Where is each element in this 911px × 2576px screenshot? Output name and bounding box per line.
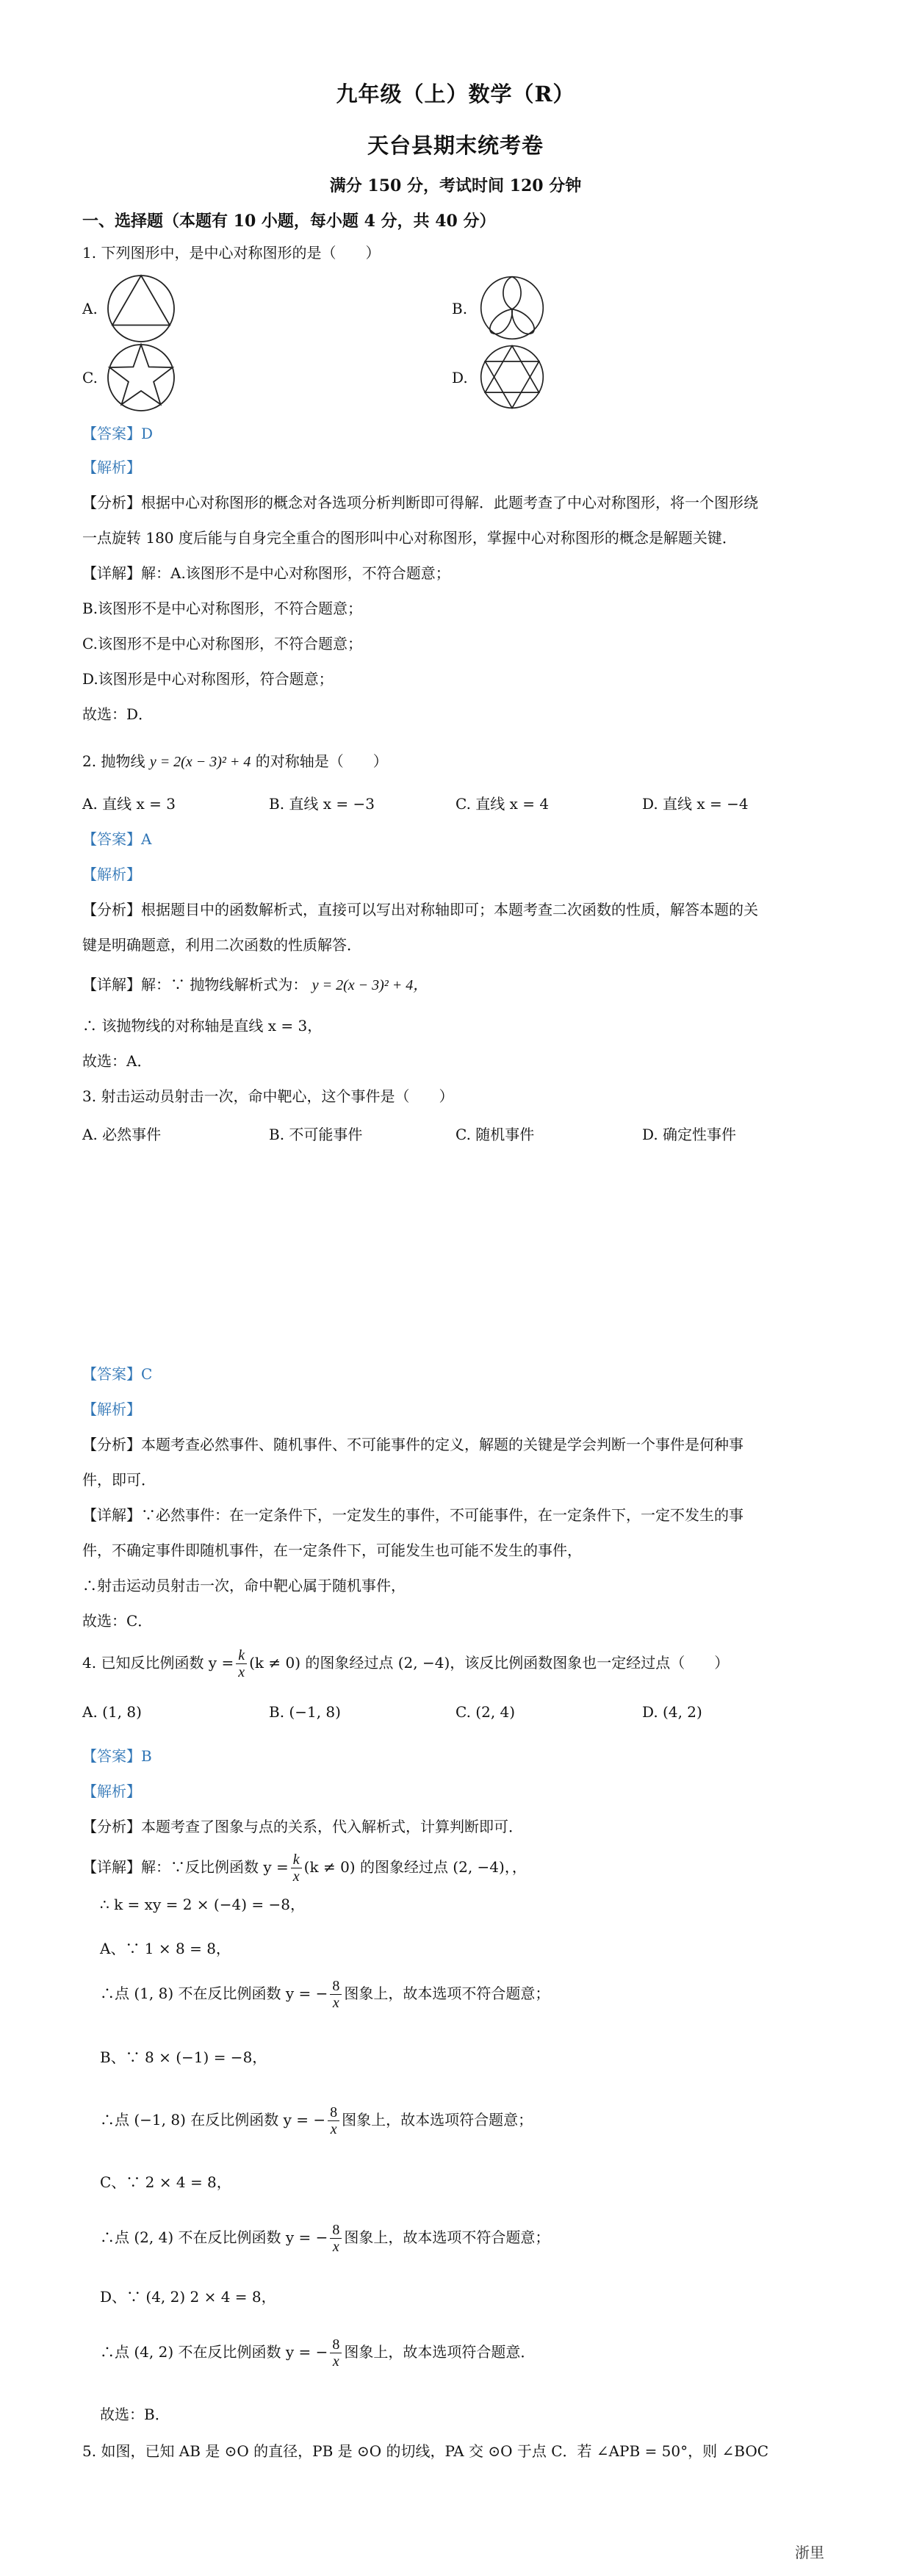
q1-detail: 【详解】解：A.该图形不是中心对称图形，不符合题意； xyxy=(82,564,450,582)
q1-option-d-label: D. xyxy=(452,369,468,386)
q4-detail xyxy=(82,1852,527,1885)
q4-option-d: D. (4, 2) xyxy=(642,1703,702,1721)
q1-detail-b: B.该图形不是中心对称图形，不符合题意； xyxy=(82,600,363,617)
q1-answer: 【答案】D xyxy=(82,425,154,442)
q3-analysis-cont: 件，即可． xyxy=(82,1471,156,1489)
q4-stem-fraction: $\frac{k}{x}$ xyxy=(236,1647,247,1680)
q1-conclusion: 故选：D． xyxy=(82,705,154,723)
q4-step-a-fraction: $\frac{8}{x}$ xyxy=(330,1978,342,2011)
q4-step-d-fraction: $\frac{8}{x}$ xyxy=(330,2336,342,2370)
q3-detail-result: ∴射击运动员射击一次，命中靶心属于随机事件， xyxy=(82,1577,406,1594)
q2-answer: 【答案】A xyxy=(82,830,152,848)
q4-option-c: C. (2, 4) xyxy=(455,1703,516,1721)
q4-step-c-fraction: $\frac{8}{x}$ xyxy=(330,2222,342,2255)
exam-info: 满分 150 分，考试时间 120 分钟 xyxy=(329,176,582,195)
q2-option-a: A. 直线 x = 3 xyxy=(82,795,176,813)
q2-option-c: C. 直线 x = 4 xyxy=(455,795,550,813)
q3-option-b: B. 不可能事件 xyxy=(269,1126,363,1143)
q1-figure-a-circle-triangle-icon xyxy=(104,272,178,345)
q2-formula: y = 2(x − 3)² + 4 xyxy=(149,754,251,770)
q4-step-b-fraction: $\frac{8}{x}$ xyxy=(328,2104,339,2137)
q3-analysis: 【分析】本题考查必然事件、随机事件、不可能事件的定义，解题的关键是学会判断一个事件是何种事 xyxy=(82,1436,743,1453)
q4-step-d: D、∵ (4, 2) 2 × 4 = 8， xyxy=(100,2288,276,2306)
q4-step-k: ∴ k = xy = 2 × (−4) = −8， xyxy=(100,1896,305,1913)
q4-stem xyxy=(82,1647,729,1680)
q4-stem-mid: (k ≠ 0) 的图象经过点 (2, −4)，该反比例函数图象也一定经过点（ ） xyxy=(249,1654,730,1672)
q4-step-b: B、∵ 8 × (−1) = −8， xyxy=(100,2048,267,2066)
q4-stem-pre: 4. 已知反比例函数 y = xyxy=(82,1654,234,1672)
q1-figure-b-trefoil-icon xyxy=(478,273,547,342)
q4-step-c: C、∵ 2 × 4 = 8， xyxy=(100,2173,231,2191)
q2-conclusion: 故选：A． xyxy=(82,1052,152,1070)
q4-step-b-conclusion: ∴点 (−1, 8) 在反比例函数 y = − $\frac{8}{x}$ 图象上，故本选项符合题意； xyxy=(100,2104,533,2137)
q4-option-b: B. (−1, 8) xyxy=(269,1703,341,1721)
q4-detail-pre: 【详解】解：∵反比例函数 y = xyxy=(82,1858,289,1876)
q4-detail-fraction: $\frac{k}{x}$ xyxy=(291,1852,302,1885)
q2-axis-result: ∴ 该抛物线的对称轴是直线 x = 3， xyxy=(82,1017,323,1035)
q3-detail-cont: 件，不确定事件即随机事件，在一定条件下，可能发生也可能不发生的事件， xyxy=(82,1541,582,1559)
q5-stem: 5. 如图，已知 AB 是 ⊙O 的直径，PB 是 ⊙O 的切线，PA 交 ⊙O 于点 C．若 ∠APB = 50°，则 ∠BOC xyxy=(82,2442,769,2460)
q4-conclusion: 故选：B． xyxy=(100,2406,170,2423)
q1-option-b-label: B. xyxy=(452,300,468,317)
q4-step-c-conclusion: ∴点 (2, 4) 不在反比例函数 y = − $\frac{8}{x}$ 图象上，故本选项不符合题意； xyxy=(100,2222,550,2255)
q2-stem-post: 的对称轴是（ ） xyxy=(255,752,388,770)
q1-analysis: 【分析】根据中心对称图形的概念对各选项分析判断即可得解．此题考查了中心对称图形，将一个图形绕 xyxy=(82,494,758,511)
q1-jiexi-label: 【解析】 xyxy=(82,458,141,476)
q3-detail: 【详解】∵必然事件：在一定条件下，一定发生的事件，不可能事件，在一定条件下，一定不发生的事 xyxy=(82,1506,743,1524)
q2-analysis: 【分析】根据题目中的函数解析式，直接可以写出对称轴即可；本题考查二次函数的性质，解答本题的关 xyxy=(82,901,758,918)
q2-stem xyxy=(82,751,388,772)
q3-stem: 3. 射击运动员射击一次，命中靶心，这个事件是（ ） xyxy=(82,1087,454,1105)
q2-detail xyxy=(82,974,428,996)
q4-analysis: 【分析】本题考查了图象与点的关系，代入解析式，计算判断即可． xyxy=(82,1818,523,1835)
q3-option-c: C. 随机事件 xyxy=(455,1126,535,1143)
footer-mark: 浙里 xyxy=(795,2544,824,2561)
q1-stem: 1. 下列图形中，是中心对称图形的是（ ） xyxy=(82,244,381,262)
q3-option-d: D. 确定性事件 xyxy=(642,1126,737,1143)
q4-step-a-conclusion: ∴点 (1, 8) 不在反比例函数 y = − $\frac{8}{x}$ 图象上，故本选项不符合题意； xyxy=(100,1978,550,2011)
q1-figure-d-hexagram-icon xyxy=(478,342,547,411)
q3-conclusion: 故选：C． xyxy=(82,1612,153,1630)
q2-option-d: D. 直线 x = −4 xyxy=(642,795,749,813)
q1-figure-c-circle-star-icon xyxy=(104,341,178,414)
q3-option-a: A. 必然事件 xyxy=(82,1126,162,1143)
q4-answer: 【答案】B xyxy=(82,1747,152,1765)
q2-detail-formula: y = 2(x − 3)² + 4， xyxy=(312,977,428,993)
q1-analysis-cont: 一点旋转 180 度后能与自身完全重合的图形叫中心对称图形，掌握中心对称图形的概念是解题关键． xyxy=(82,529,737,547)
q4-step-a: A、∵ 1 × 8 = 8， xyxy=(100,1940,231,1957)
q4-jiexi-label: 【解析】 xyxy=(82,1782,141,1800)
q4-option-a: A. (1, 8) xyxy=(82,1703,142,1721)
q1-detail-c: C.该图形不是中心对称图形，不符合题意； xyxy=(82,635,362,652)
q2-option-b: B. 直线 x = −3 xyxy=(269,795,375,813)
section-heading: 一、选择题（本题有 10 小题，每小题 4 分，共 40 分） xyxy=(82,212,496,231)
q1-option-c-label: C. xyxy=(82,369,98,386)
q2-detail-pre: 【详解】解：∵ 抛物线解析式为： xyxy=(82,976,308,993)
q4-step-d-conclusion: ∴点 (4, 2) 不在反比例函数 y = − $\frac{8}{x}$ 图象上，故本选项符合题意． xyxy=(100,2336,536,2370)
q1-option-a-label: A. xyxy=(82,300,98,317)
page-title: 九年级（上）数学（R） xyxy=(336,82,575,107)
q2-jiexi-label: 【解析】 xyxy=(82,866,141,883)
q3-jiexi-label: 【解析】 xyxy=(82,1400,141,1418)
q2-stem-pre: 2. 抛物线 xyxy=(82,752,145,770)
q4-detail-mid: (k ≠ 0) 的图象经过点 (2, −4)，， xyxy=(303,1858,527,1876)
exam-subtitle: 天台县期末统考卷 xyxy=(367,133,544,158)
q3-answer: 【答案】C xyxy=(82,1365,153,1383)
q2-analysis-cont: 键是明确题意，利用二次函数的性质解答． xyxy=(82,936,361,954)
q1-detail-d: D.该图形是中心对称图形，符合题意； xyxy=(82,670,334,688)
